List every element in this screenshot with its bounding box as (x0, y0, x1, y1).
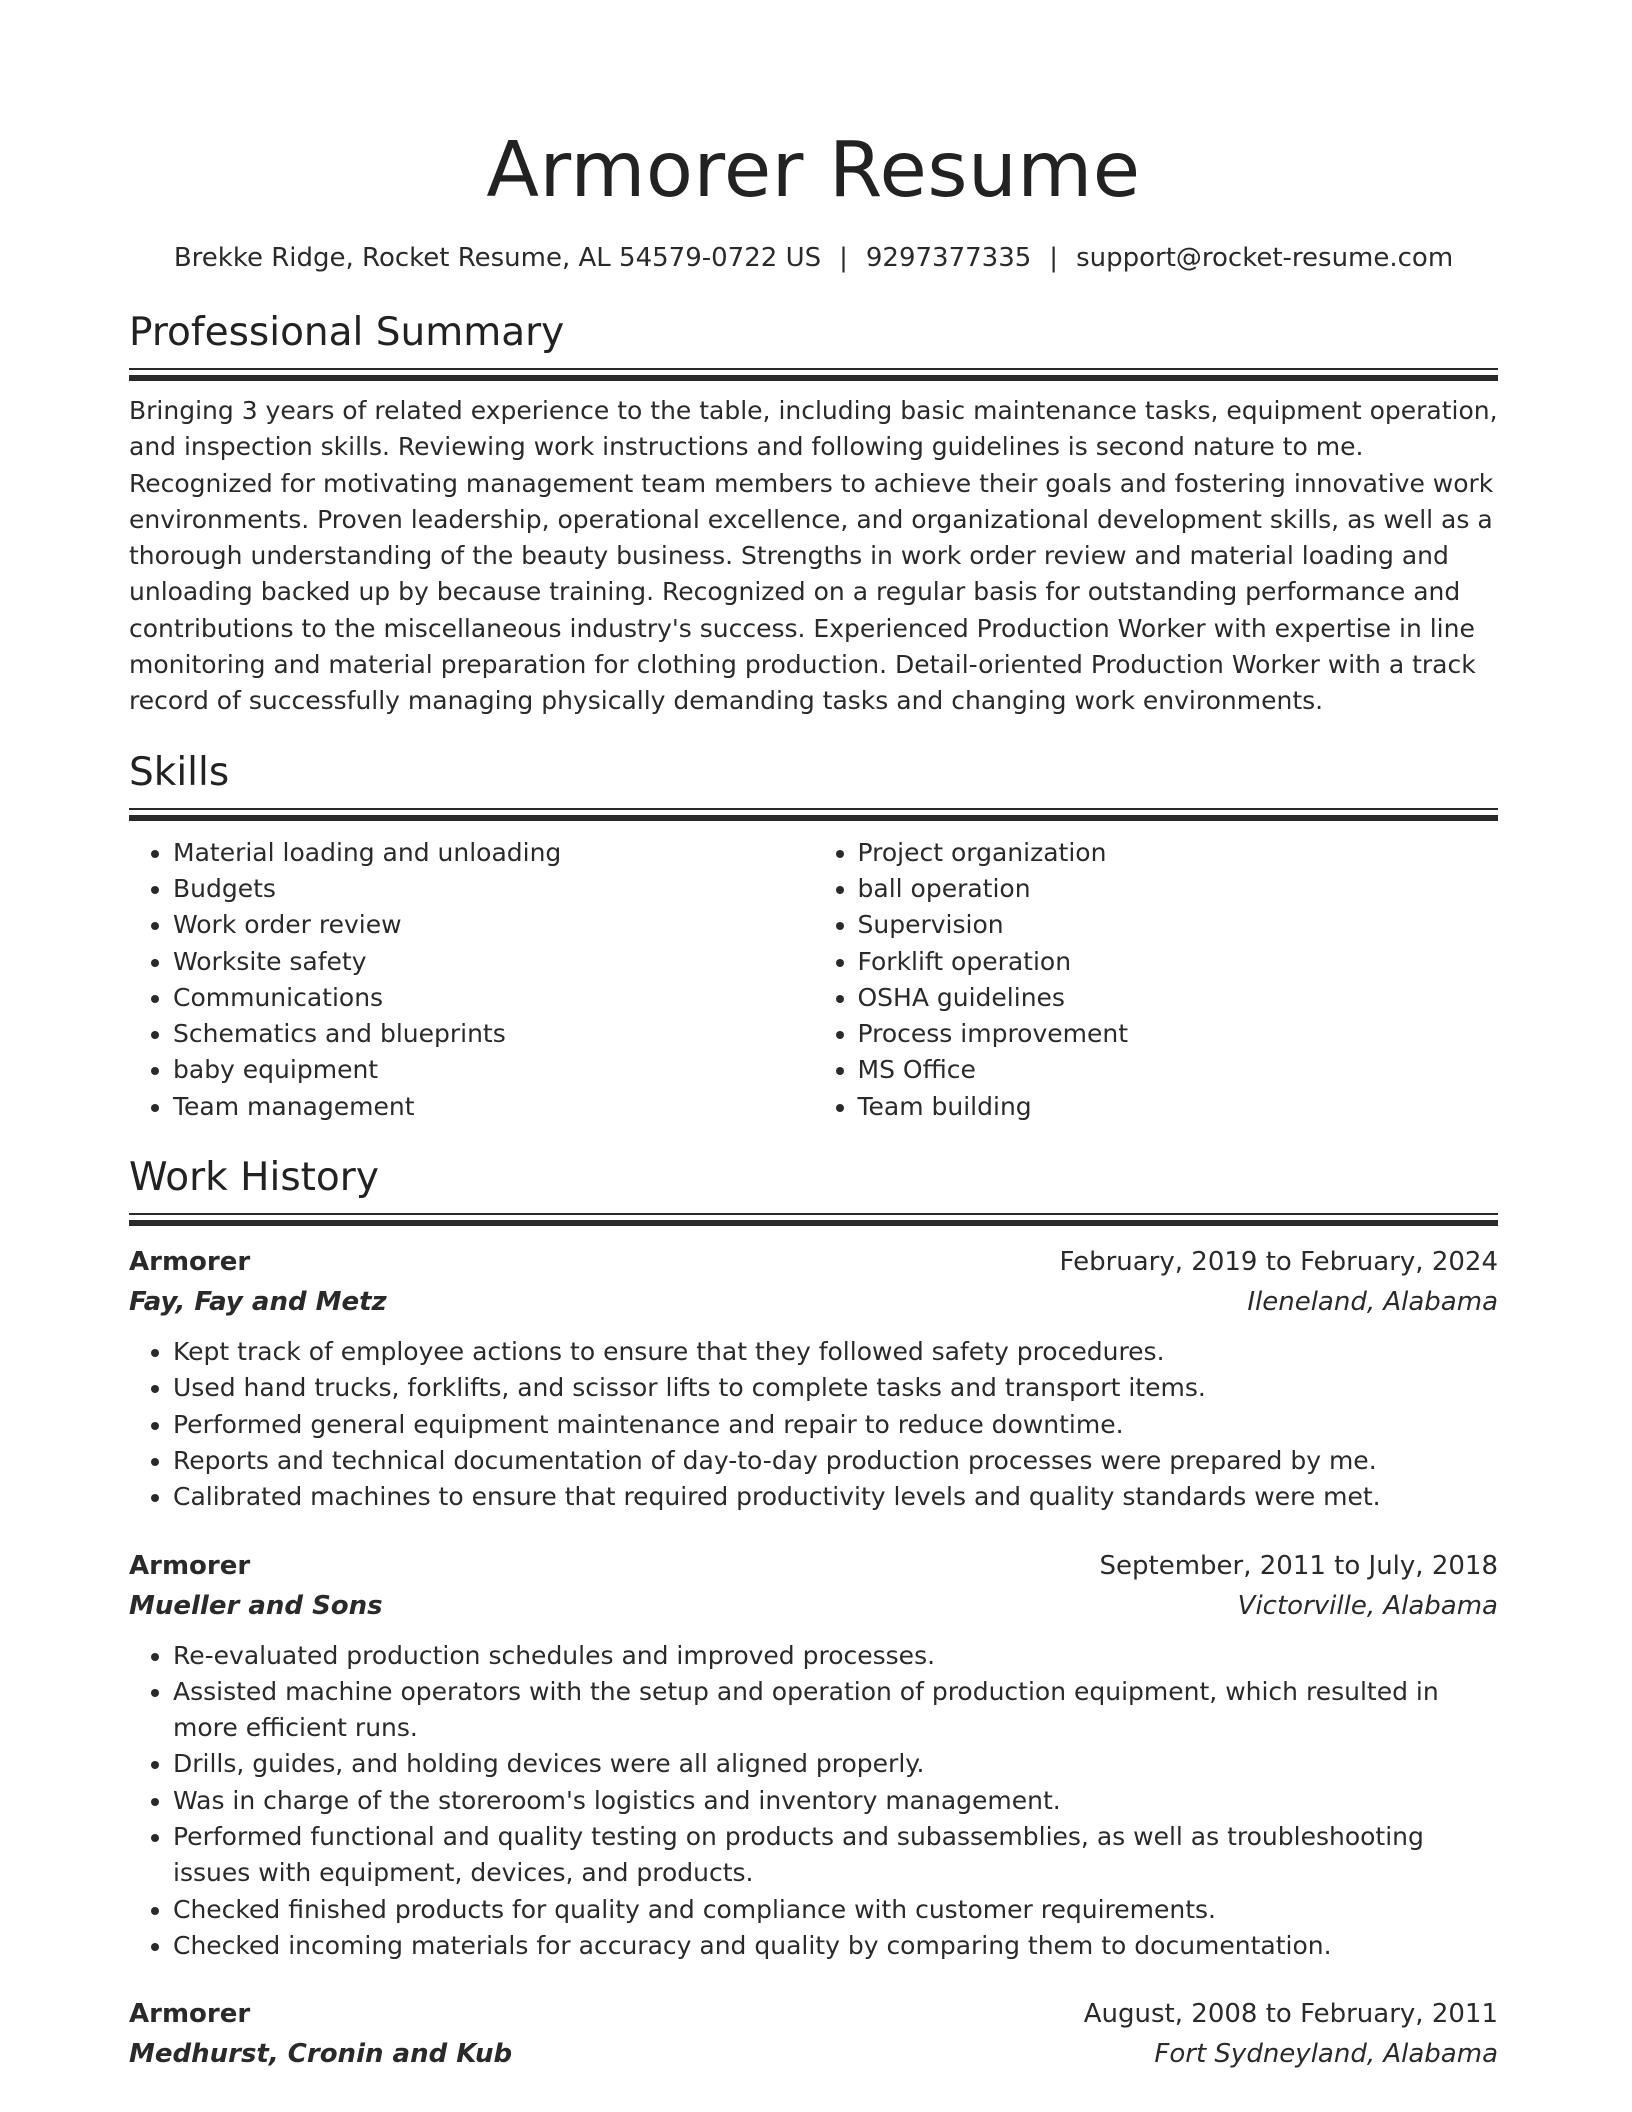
skills-left-list (129, 835, 814, 1125)
skills-section (129, 748, 1498, 1125)
job-bullet: • Reports and technical documentation of day-to-day production processes were prepared by me. (173, 1443, 1498, 1479)
section-title-work-history: Work History (129, 1155, 379, 1201)
skill-item: • Team building (858, 1089, 1499, 1125)
skill-item: • Team management (173, 1089, 814, 1125)
skill-item: • Schematics and blueprints (173, 1016, 814, 1052)
contact-email: support@rocket-resume.com (1076, 243, 1454, 273)
job-bullet: • Performed functional and quality testing on products and subassemblies, as well as troubleshooting issues with equipment, devices, and products. (173, 1819, 1498, 1892)
job-bullet: • Used hand trucks, forklifts, and scissor lifts to complete tasks and transport items. (173, 1370, 1498, 1406)
job-bullets (129, 1638, 1498, 1965)
skills-right-list (814, 835, 1499, 1125)
contact-phone: 9297377335 (865, 243, 1032, 273)
job-dates: February, 2019 to February, 2024 (1059, 1247, 1498, 1278)
job-bullet: • Calibrated machines to ensure that required productivity levels and quality standards were met. (173, 1479, 1498, 1515)
skill-item: • Material loading and unloading (173, 835, 814, 871)
job-title: Armorer (129, 1999, 251, 2030)
skill-item: • Budgets (173, 871, 814, 907)
work-history-section (129, 1153, 1498, 2074)
job-header (129, 1546, 1498, 1586)
skill-item: • Work order review (173, 907, 814, 943)
skill-item: • Worksite safety (173, 944, 814, 980)
job-bullet: • Checked finished products for quality and compliance with customer requirements. (173, 1892, 1498, 1928)
section-title-skills: Skills (129, 749, 230, 795)
skill-item: • ball operation (858, 871, 1499, 907)
contact-separator: | (839, 243, 848, 273)
job-bullets (129, 1334, 1498, 1515)
skill-item: • OSHA guidelines (858, 980, 1499, 1016)
contact-separator: | (1049, 243, 1059, 273)
skill-item: • baby equipment (173, 1052, 814, 1088)
section-divider (129, 1213, 1498, 1226)
skill-item: • Communications (173, 980, 814, 1016)
section-divider (129, 808, 1498, 821)
job-bullet: • Performed general equipment maintenance and repair to reduce downtime. (173, 1407, 1498, 1443)
job-subheader (129, 1282, 1498, 1322)
skill-item: • Project organization (858, 835, 1499, 871)
job-dates: September, 2011 to July, 2018 (1099, 1550, 1498, 1581)
job-bullet: • Drills, guides, and holding devices were all aligned properly. (173, 1746, 1498, 1782)
job-bullet: • Assisted machine operators with the setup and operation of production equipment, which resulted in more efficient runs. (173, 1674, 1498, 1747)
job-header (129, 1242, 1498, 1282)
skill-item: • Supervision (858, 907, 1499, 943)
job-bullet: • Re-evaluated production schedules and improved processes. (173, 1638, 1498, 1674)
skill-item: • Process improvement (858, 1016, 1499, 1052)
job-location: Victorville, Alabama (1237, 1590, 1498, 1621)
job-title: Armorer (129, 1550, 251, 1581)
skills-columns (129, 835, 1498, 1125)
job-title: Armorer (129, 1247, 251, 1278)
section-divider (129, 368, 1498, 381)
job-company: Medhurst, Cronin and Kub (129, 2039, 513, 2070)
section-title-summary: Professional Summary (129, 310, 565, 355)
job-company: Mueller and Sons (129, 1590, 383, 1621)
skill-item: • Forklift operation (858, 944, 1499, 980)
job-dates: August, 2008 to February, 2011 (1083, 1999, 1498, 2030)
summary-section (129, 308, 1498, 720)
contact-address: Brekke Ridge, Rocket Resume, AL 54579-0722 US (173, 243, 822, 273)
resume-title: Armorer Resume (486, 126, 1141, 215)
job-location: Fort Sydneyland, Alabama (1154, 2039, 1498, 2070)
job-entry (129, 1994, 1498, 2074)
job-bullet: • Was in charge of the storeroom's logistics and inventory management. (173, 1783, 1498, 1819)
job-subheader (129, 2034, 1498, 2074)
contact-line (129, 238, 1498, 278)
job-bullet: • Checked incoming materials for accuracy and quality by comparing them to documentation. (173, 1928, 1498, 1964)
summary-text: Bringing 3 years of related experience to the table, including basic maintenance tasks, equipment operation, and inspection skills. Reviewing work instructions and following guidelines is second nature to me. Recognized for motivating management team members to achieve their goals and fostering innovative work environments. Proven leadership, operational excellence, and organizational development skills, as well as a thorough understanding of the beauty business. Strengths in work order review and material loading and unloading backed up by because training. Recognized on a regular basis for outstanding performance and contributions to the miscellaneous industry's success. Experienced Production Worker with expertise in line monitoring and material preparation for clothing production. Detail-oriented Production Worker with a track record of successfully managing physically demanding tasks and changing work environments. (129, 396, 1498, 716)
skill-item: • MS Office (858, 1052, 1499, 1088)
job-entry (129, 1242, 1498, 1515)
job-location: Ileneland, Alabama (1247, 1287, 1498, 1318)
job-entry (129, 1546, 1498, 1965)
job-subheader (129, 1586, 1498, 1626)
job-company: Fay, Fay and Metz (129, 1287, 387, 1318)
job-header (129, 1994, 1498, 2034)
job-bullet: • Kept track of employee actions to ensure that they followed safety procedures. (173, 1334, 1498, 1370)
